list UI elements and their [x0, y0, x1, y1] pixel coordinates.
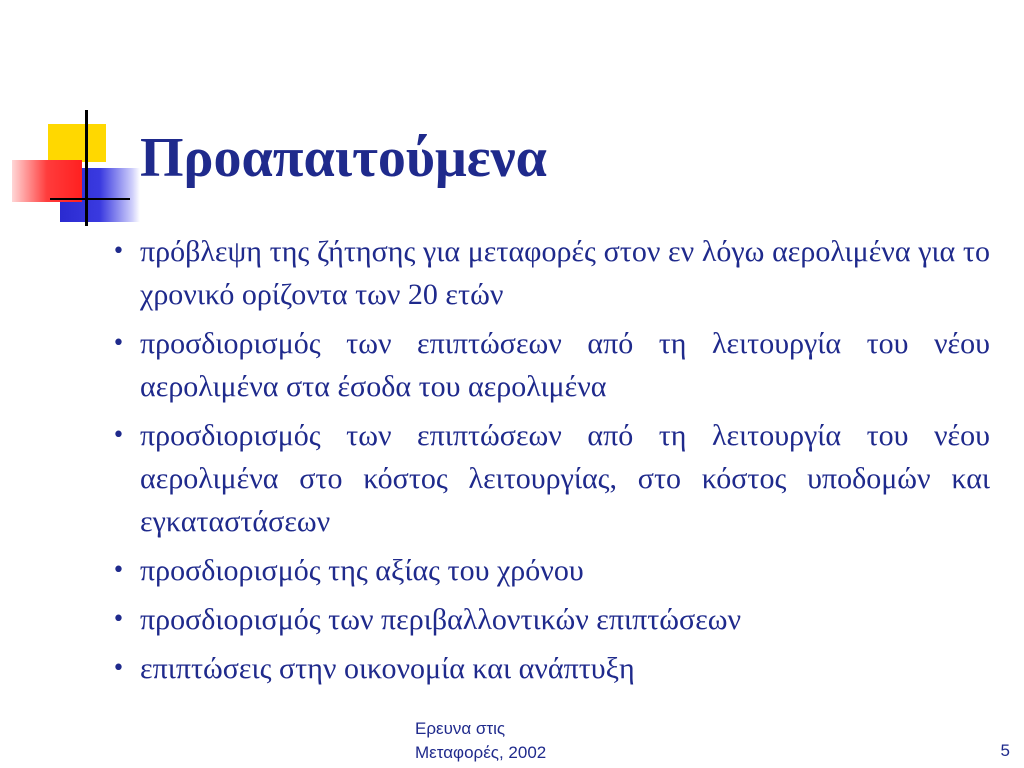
bullet-text: προσδιορισμός των επιπτώσεων από τη λειτουργία του νέου αερολιμένα στα έσοδα του αερολιμένα — [140, 327, 990, 403]
logo-vertical-line — [85, 110, 88, 226]
bullet-text: προσδιορισμός της αξίας του χρόνου — [140, 554, 584, 587]
slide-title: Προαπαιτούμενα — [140, 127, 547, 189]
bullet-item — [110, 598, 990, 641]
bullet-text: επιπτώσεις στην οικονομία και ανάπτυξη — [140, 652, 635, 685]
bullet-dot-icon: • — [112, 239, 125, 264]
bullet-list — [110, 230, 990, 696]
bullet-item — [110, 549, 990, 592]
bullet-item — [110, 414, 990, 543]
logo-yellow-square-top — [48, 124, 106, 162]
logo-red-square — [12, 160, 82, 202]
bullet-text: προσδιορισμός των περιβαλλοντικών επιπτώσεων — [140, 603, 742, 636]
bullet-item — [110, 230, 990, 316]
footer-line-1: Ερευνα στις — [415, 719, 506, 738]
bullet-dot-icon: • — [112, 331, 125, 356]
bullet-item — [110, 322, 990, 408]
bullet-item — [110, 647, 990, 690]
bullet-text: προσδιορισμός των επιπτώσεων από τη λειτουργία του νέου αερολιμένα στο κόστος λειτουργίας, στο κόστος υποδομών και εγκαταστάσεων — [140, 419, 990, 538]
bullet-dot-icon: • — [112, 423, 125, 448]
bullet-text: πρόβλεψη της ζήτησης για μεταφορές στον εν λόγω αερολιμένα για το χρονικό ορίζοντα των 20 ετών — [140, 235, 990, 311]
bullet-dot-icon: • — [112, 656, 125, 681]
footer-text — [415, 717, 546, 765]
colored-squares-logo-icon — [0, 0, 150, 240]
footer-line-2: Μεταφορές, 2002 — [415, 743, 547, 762]
page-number: 5 — [1000, 741, 1010, 760]
bullet-dot-icon: • — [112, 558, 125, 583]
logo-horizontal-line — [50, 198, 130, 200]
bullet-dot-icon: • — [112, 607, 125, 632]
